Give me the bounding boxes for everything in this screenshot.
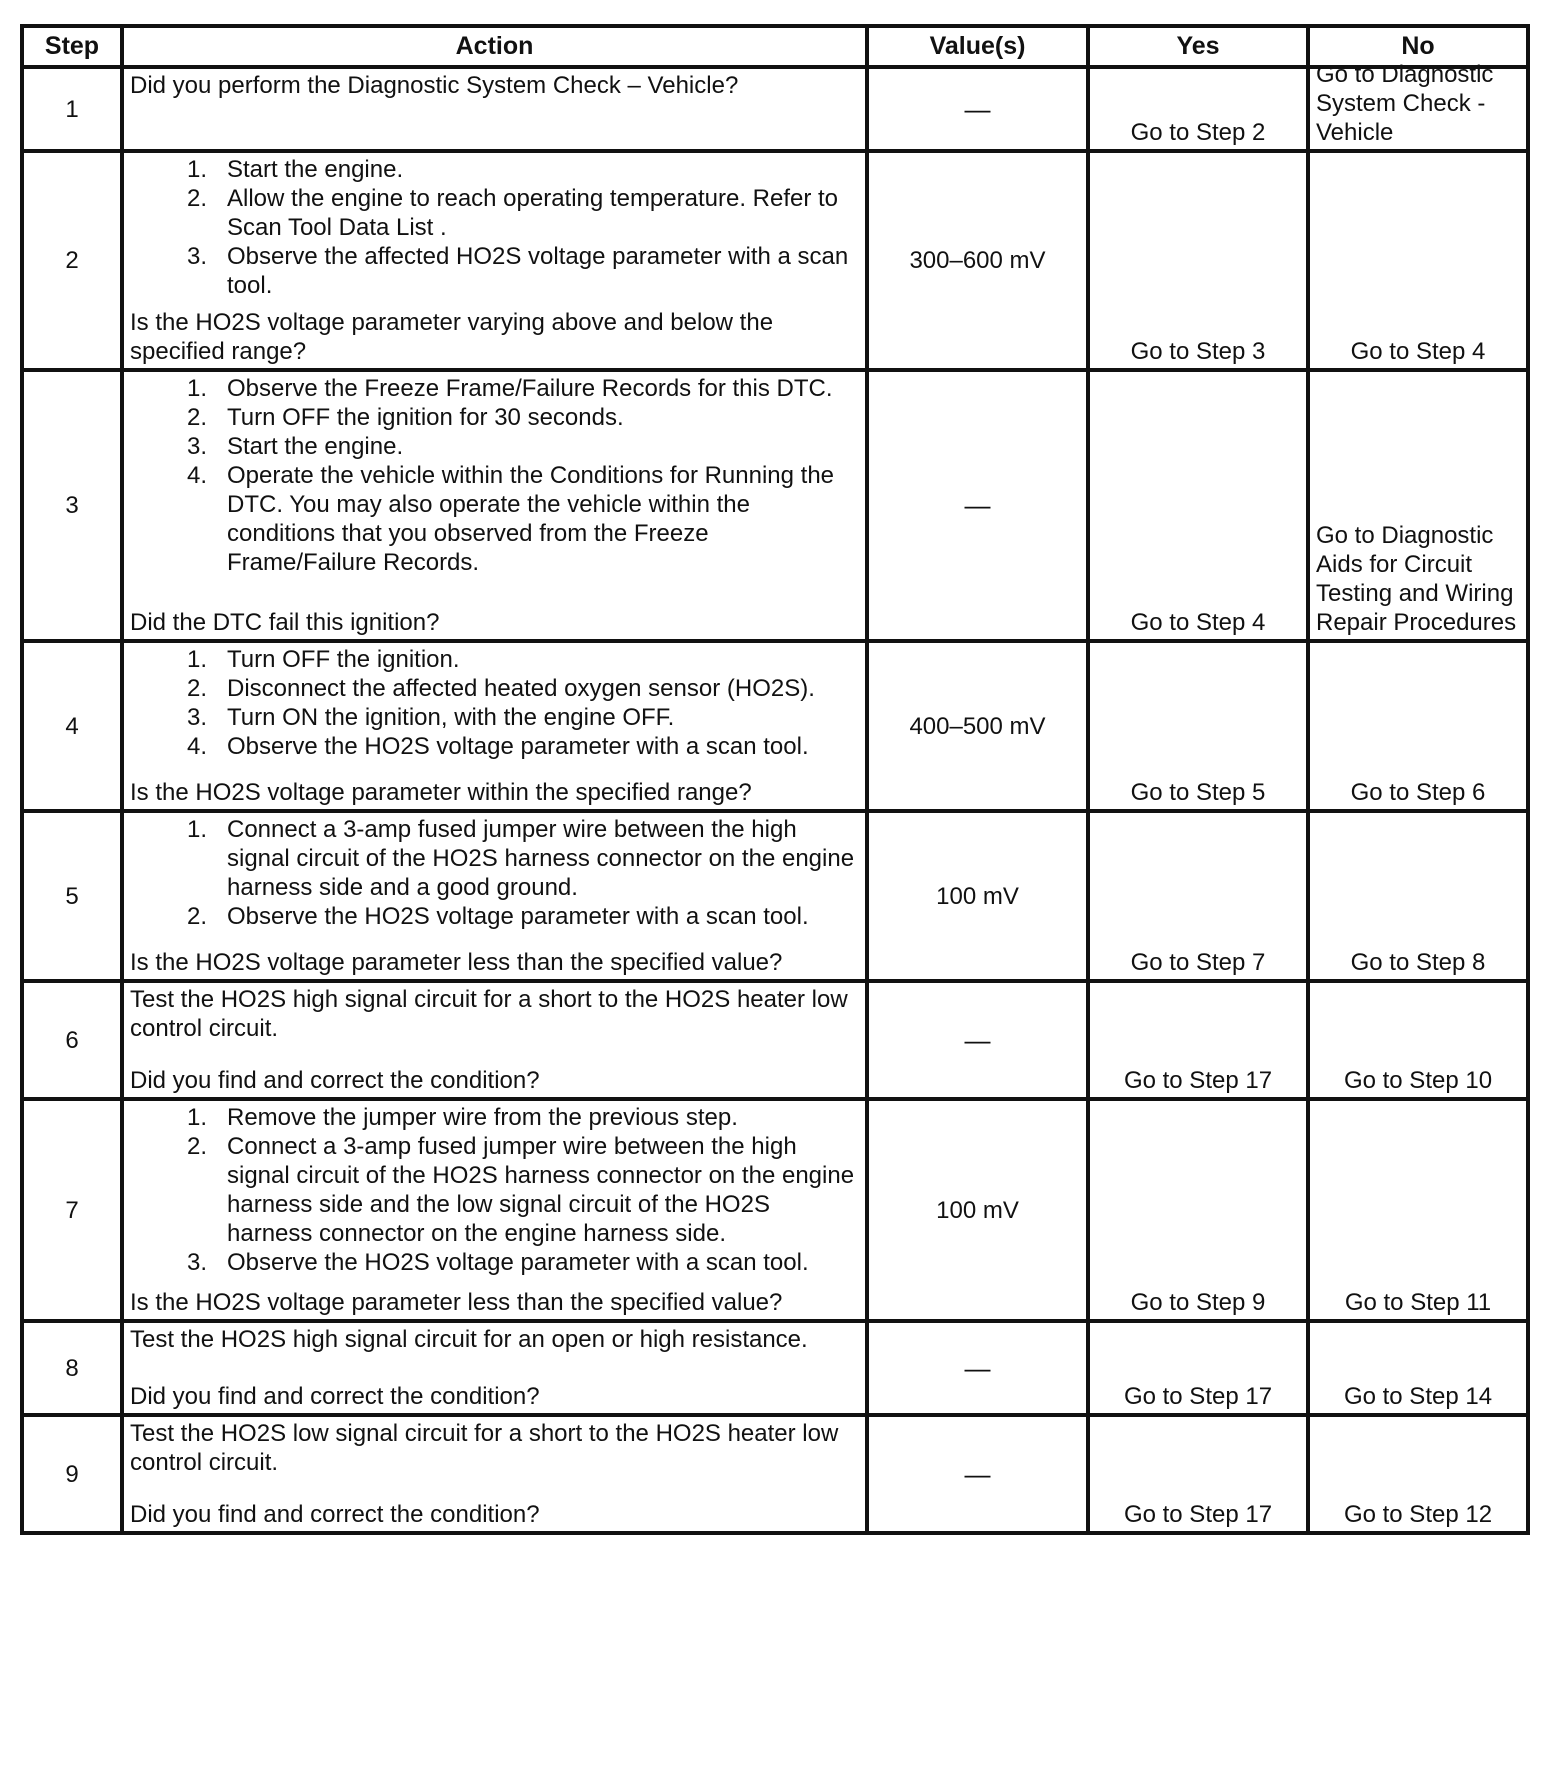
list-item: [130, 155, 859, 184]
yes-outcome[interactable]: Go to Step 9: [1130, 1289, 1266, 1316]
list-item-number: 3.: [187, 1249, 208, 1276]
list-item-number: 2.: [187, 675, 208, 702]
list-item-number: 2.: [187, 903, 208, 930]
list-item-text: Observe the HO2S voltage parameter with a scan tool.: [227, 733, 809, 760]
list-item: [130, 1103, 859, 1132]
header-no: No: [1308, 26, 1528, 67]
header-action: Action: [122, 26, 867, 67]
list-item-number: 4.: [187, 733, 208, 760]
value-cell: —: [867, 981, 1088, 1099]
header-row: [22, 26, 1528, 67]
no-outcome[interactable]: Go to Step 8: [1350, 949, 1486, 976]
action-text: Test the HO2S high signal circuit for a short to the HO2S heater low control circuit.: [130, 986, 848, 1042]
list-item-number: 4.: [187, 462, 208, 489]
no-cell: [1308, 370, 1528, 641]
list-item: [130, 403, 859, 432]
yes-outcome[interactable]: Go to Step 5: [1130, 779, 1266, 806]
list-item-number: 3.: [187, 433, 208, 460]
header-yes: Yes: [1088, 26, 1308, 67]
list-item: [130, 374, 859, 403]
table-row: [22, 67, 1528, 151]
action-text: Test the HO2S high signal circuit for an open or high resistance.: [130, 1326, 808, 1353]
step-number: 3: [22, 370, 122, 641]
yes-outcome[interactable]: Go to Step 4: [1130, 609, 1266, 636]
yes-cell: [1088, 1099, 1308, 1321]
step-number: 7: [22, 1099, 122, 1321]
list-item-number: 2.: [187, 185, 208, 212]
yes-cell: [1088, 67, 1308, 151]
action-question: Is the HO2S voltage parameter less than the specified value?: [130, 1289, 783, 1316]
list-item-number: 3.: [187, 704, 208, 731]
yes-outcome[interactable]: Go to Step 3: [1130, 338, 1266, 365]
action-cell: [122, 811, 867, 981]
action-cell: [122, 151, 867, 370]
yes-cell: [1088, 981, 1308, 1099]
list-item-text: Start the engine.: [227, 433, 404, 460]
diagnostic-table: [20, 24, 1530, 1535]
action-cell: [122, 67, 867, 151]
no-outcome[interactable]: Go to Step 6: [1350, 779, 1486, 806]
no-cell: [1308, 641, 1528, 811]
no-cell: [1308, 1099, 1528, 1321]
yes-cell: [1088, 811, 1308, 981]
value-cell: —: [867, 1415, 1088, 1533]
yes-outcome[interactable]: Go to Step 17: [1123, 1067, 1273, 1094]
value-cell: —: [867, 1321, 1088, 1415]
action-steps-list: [130, 155, 859, 300]
value-cell: 100 mV: [867, 811, 1088, 981]
list-item-number: 1.: [187, 816, 208, 843]
action-cell: [122, 370, 867, 641]
no-outcome[interactable]: Go to Diagnostic Aids for Circuit Testing and Wiring Repair Procedures: [1316, 522, 1517, 636]
list-item: [130, 1248, 859, 1277]
list-item-number: 2.: [187, 1133, 208, 1160]
step-number: 5: [22, 811, 122, 981]
list-item: [130, 815, 859, 902]
yes-cell: [1088, 370, 1308, 641]
action-question: Is the HO2S voltage parameter varying above and below the specified range?: [130, 309, 774, 365]
no-cell: [1308, 151, 1528, 370]
list-item: [130, 432, 859, 461]
action-cell: [122, 1321, 867, 1415]
table-row: [22, 151, 1528, 370]
list-item-number: 1.: [187, 1104, 208, 1131]
list-item-text: Observe the HO2S voltage parameter with a scan tool.: [227, 903, 809, 930]
value-cell: 400–500 mV: [867, 641, 1088, 811]
list-item: [130, 645, 859, 674]
yes-cell: [1088, 1415, 1308, 1533]
list-item: [130, 1132, 859, 1248]
yes-outcome[interactable]: Go to Step 17: [1123, 1383, 1273, 1410]
table-row: [22, 981, 1528, 1099]
step-number: 1: [22, 67, 122, 151]
list-item-text: Remove the jumper wire from the previous step.: [227, 1104, 738, 1131]
value-cell: 300–600 mV: [867, 151, 1088, 370]
list-item-text: Observe the Freeze Frame/Failure Records for this DTC.: [227, 375, 833, 402]
yes-cell: [1088, 641, 1308, 811]
no-outcome[interactable]: Go to Step 14: [1343, 1383, 1493, 1410]
action-cell: [122, 1415, 867, 1533]
action-steps-list: [130, 815, 859, 931]
table-row: [22, 811, 1528, 981]
list-item-text: Observe the HO2S voltage parameter with a scan tool.: [227, 1249, 809, 1276]
list-item-text: Observe the affected HO2S voltage parameter with a scan tool.: [227, 243, 849, 299]
action-question: Did you find and correct the condition?: [130, 1067, 540, 1094]
no-cell: [1308, 981, 1528, 1099]
yes-outcome[interactable]: Go to Step 2: [1130, 119, 1266, 146]
yes-outcome[interactable]: Go to Step 7: [1130, 949, 1266, 976]
yes-cell: [1088, 151, 1308, 370]
table-row: [22, 1415, 1528, 1533]
no-outcome[interactable]: Go to Step 12: [1343, 1501, 1493, 1528]
no-cell: [1308, 811, 1528, 981]
table-row: [22, 641, 1528, 811]
table-row: [22, 370, 1528, 641]
step-number: 4: [22, 641, 122, 811]
list-item-text: Connect a 3-amp fused jumper wire between the high signal circuit of the HO2S harness connector on the engine harness side and the low signal circuit of the HO2S harness connector on the engine harness side.: [227, 1133, 855, 1247]
list-item: [130, 674, 859, 703]
list-item: [130, 184, 859, 242]
no-outcome[interactable]: Go to Step 4: [1350, 338, 1486, 365]
list-item-number: 3.: [187, 243, 208, 270]
step-number: 8: [22, 1321, 122, 1415]
list-item: [130, 461, 859, 577]
list-item: [130, 242, 859, 300]
no-cell: [1308, 61, 1528, 151]
list-item: [130, 703, 859, 732]
header-value: Value(s): [867, 26, 1088, 67]
list-item-text: Disconnect the affected heated oxygen sensor (HO2S).: [227, 675, 815, 702]
yes-cell: [1088, 1321, 1308, 1415]
list-item-number: 1.: [187, 375, 208, 402]
table-row: [22, 1321, 1528, 1415]
yes-outcome[interactable]: Go to Step 17: [1123, 1501, 1273, 1528]
action-text: Test the HO2S low signal circuit for a short to the HO2S heater low control circuit.: [130, 1420, 839, 1476]
list-item: [130, 902, 859, 931]
action-question: Did you find and correct the condition?: [130, 1501, 540, 1528]
action-cell: [122, 981, 867, 1099]
step-number: 9: [22, 1415, 122, 1533]
no-cell: [1308, 1415, 1528, 1533]
table-row: [22, 1099, 1528, 1321]
action-question: Is the HO2S voltage parameter within the specified range?: [130, 779, 752, 806]
no-outcome[interactable]: Go to Step 11: [1344, 1289, 1492, 1316]
list-item-number: 1.: [187, 646, 208, 673]
list-item-number: 2.: [187, 404, 208, 431]
list-item-text: Operate the vehicle within the Conditions for Running the DTC. You may also operate the vehicle within the conditions that you observed from the Freeze Frame/Failure Records.: [227, 462, 835, 576]
list-item-text: Start the engine.: [227, 156, 404, 183]
no-outcome[interactable]: Go to Step 10: [1343, 1067, 1493, 1094]
list-item-text: Turn OFF the ignition.: [227, 646, 460, 673]
value-cell: —: [867, 67, 1088, 151]
value-cell: 100 mV: [867, 1099, 1088, 1321]
header-step: Step: [22, 26, 122, 67]
list-item-number: 1.: [187, 156, 208, 183]
list-item: [130, 732, 859, 761]
step-number: 6: [22, 981, 122, 1099]
step-number: 2: [22, 151, 122, 370]
action-text: Did you perform the Diagnostic System Check – Vehicle?: [130, 72, 739, 99]
no-cell: [1308, 1321, 1528, 1415]
no-outcome[interactable]: Go to Diagnostic System Check - Vehicle: [1316, 61, 1494, 146]
list-item-text: Turn OFF the ignition for 30 seconds.: [227, 404, 624, 431]
action-steps-list: [130, 374, 859, 577]
action-question: Is the HO2S voltage parameter less than the specified value?: [130, 949, 783, 976]
value-cell: —: [867, 370, 1088, 641]
action-steps-list: [130, 1103, 859, 1277]
list-item-text: Turn ON the ignition, with the engine OFF.: [227, 704, 675, 731]
action-cell: [122, 1099, 867, 1321]
action-question: Did the DTC fail this ignition?: [130, 609, 440, 636]
action-steps-list: [130, 645, 859, 761]
list-item-text: Allow the engine to reach operating temperature. Refer to Scan Tool Data List .: [227, 185, 839, 241]
list-item-text: Connect a 3-amp fused jumper wire between the high signal circuit of the HO2S harness connector on the engine harness side and a good ground.: [227, 816, 855, 901]
action-cell: [122, 641, 867, 811]
action-question: Did you find and correct the condition?: [130, 1383, 540, 1410]
